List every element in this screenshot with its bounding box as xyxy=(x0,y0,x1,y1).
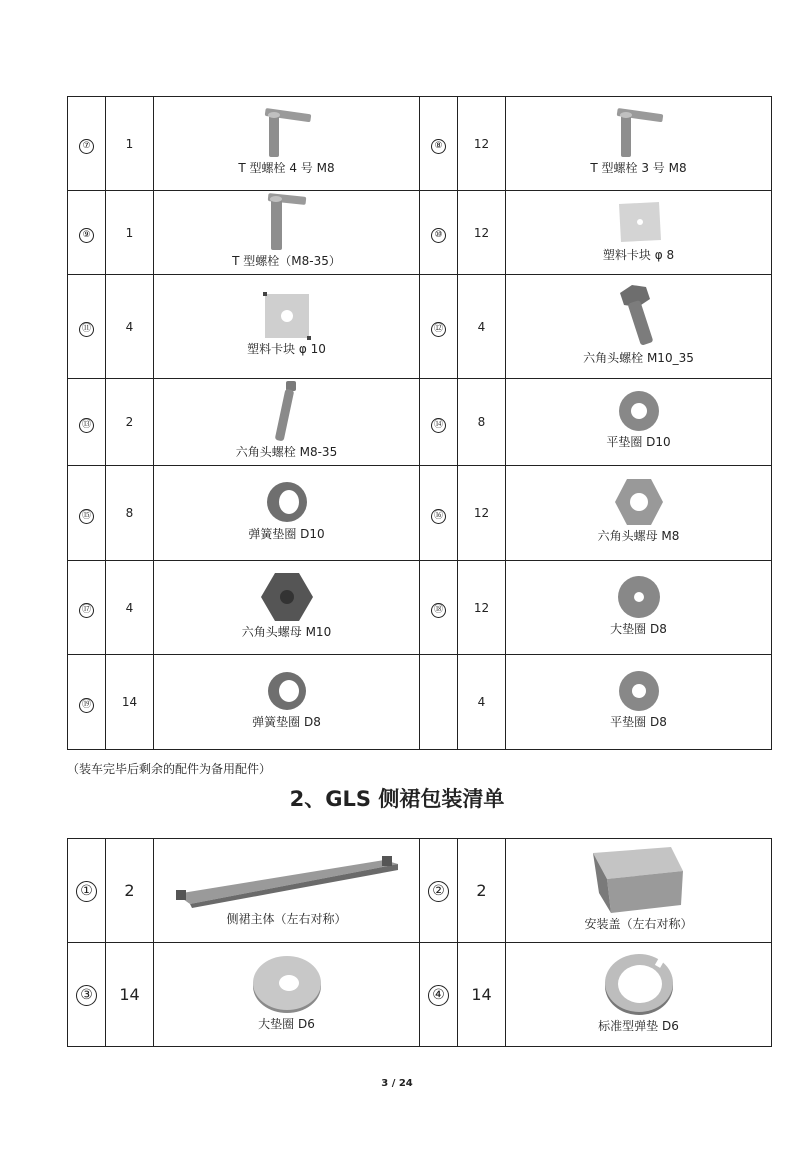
item-qty: 1 xyxy=(106,191,154,275)
item-qty: 14 xyxy=(106,655,154,750)
table-row xyxy=(68,839,772,943)
item-caption: 六角头螺母 M10 xyxy=(241,624,332,639)
plastic-block-icon xyxy=(263,292,311,340)
item-index: ⑱ xyxy=(431,603,446,618)
item-qty: 4 xyxy=(458,655,506,750)
item-qty: 2 xyxy=(106,379,154,466)
item-index: ④ xyxy=(428,985,449,1006)
hex-bolt-long-icon xyxy=(272,379,302,443)
page-number: 3 / 24 xyxy=(381,1078,413,1089)
table-row xyxy=(68,561,772,655)
item-index: ⑲ xyxy=(79,698,94,713)
t-bolt-icon xyxy=(257,107,317,159)
item-index: ⑬ xyxy=(79,418,94,433)
table-row xyxy=(68,191,772,275)
mount-cover-icon xyxy=(591,845,687,915)
item-qty: 14 xyxy=(458,943,506,1047)
large-washer-icon xyxy=(251,953,323,1015)
item-index xyxy=(432,695,445,708)
item-caption: T 型螺栓 3 号 M8 xyxy=(590,160,687,175)
item-index: ⑰ xyxy=(79,603,94,618)
item-caption: 侧裙主体（左右对称） xyxy=(226,911,347,926)
item-qty: 2 xyxy=(106,839,154,943)
item-caption: 大垫圈 D6 xyxy=(258,1016,315,1031)
item-caption: 六角头螺母 M8 xyxy=(597,529,680,543)
item-index: ⑪ xyxy=(79,322,94,337)
flat-washer-icon xyxy=(617,669,661,713)
table-row xyxy=(68,655,772,750)
item-caption: 平垫圈 D8 xyxy=(610,715,667,729)
table-row xyxy=(68,97,772,191)
item-caption: T 型螺栓 4 号 M8 xyxy=(238,160,335,175)
item-qty: 1 xyxy=(106,97,154,191)
item-qty: 4 xyxy=(106,275,154,379)
item-index: ⑦ xyxy=(79,139,94,154)
item-caption: 安装盖（左右对称） xyxy=(584,916,693,931)
table-row xyxy=(68,275,772,379)
table-row xyxy=(68,379,772,466)
item-caption: 平垫圈 D10 xyxy=(606,435,671,449)
parts-table-2 xyxy=(67,838,772,1047)
hex-nut-icon xyxy=(259,571,315,623)
item-qty: 2 xyxy=(458,839,506,943)
flat-washer-icon xyxy=(617,389,661,433)
item-caption: T 型螺栓（M8-35） xyxy=(232,253,341,268)
item-index: ⑨ xyxy=(79,228,94,243)
section-heading: 2、GLS 侧裙包装清单 xyxy=(289,787,505,811)
parts-table-1 xyxy=(67,96,772,750)
side-skirt-icon xyxy=(172,850,402,910)
item-caption: 塑料卡块 φ 10 xyxy=(247,341,326,356)
item-qty: 12 xyxy=(458,561,506,655)
item-qty: 8 xyxy=(106,466,154,561)
item-caption: 弹簧垫圈 D8 xyxy=(252,715,321,729)
item-qty: 12 xyxy=(458,466,506,561)
spring-washer-icon xyxy=(601,951,677,1017)
item-index: ③ xyxy=(76,985,97,1006)
item-caption: 标准型弹垫 D6 xyxy=(598,1018,679,1033)
item-caption: 塑料卡块 φ 8 xyxy=(602,247,675,262)
item-qty: 12 xyxy=(458,97,506,191)
item-index: ⑧ xyxy=(431,139,446,154)
item-qty: 12 xyxy=(458,191,506,275)
item-index: ⑯ xyxy=(431,509,446,524)
item-caption: 弹簧垫圈 D10 xyxy=(248,527,325,541)
table-row xyxy=(68,943,772,1047)
item-index: ① xyxy=(76,881,97,902)
item-qty: 4 xyxy=(106,561,154,655)
table-row xyxy=(68,466,772,561)
item-index: ⑮ xyxy=(79,509,94,524)
item-index: ⑭ xyxy=(431,418,446,433)
item-caption: 六角头螺栓 M8-35 xyxy=(235,445,338,459)
plastic-block-icon xyxy=(615,198,663,246)
item-index: ⑫ xyxy=(431,322,446,337)
item-caption: 六角头螺栓 M10_35 xyxy=(583,350,694,365)
item-qty: 4 xyxy=(458,275,506,379)
hex-nut-icon xyxy=(613,477,665,527)
item-index: ② xyxy=(428,881,449,902)
item-caption: 大垫圈 D8 xyxy=(610,621,667,636)
item-qty: 8 xyxy=(458,379,506,466)
item-index: ⑩ xyxy=(431,228,446,243)
flat-washer-icon xyxy=(616,574,662,620)
spare-parts-note: （装车完毕后剩余的配件为备用配件） xyxy=(67,762,272,776)
hex-bolt-icon xyxy=(614,283,664,349)
spring-washer-icon xyxy=(265,669,309,713)
item-qty: 14 xyxy=(106,943,154,1047)
t-bolt-long-icon xyxy=(262,192,312,252)
spring-washer-icon xyxy=(264,479,310,525)
t-bolt-icon xyxy=(609,107,669,159)
